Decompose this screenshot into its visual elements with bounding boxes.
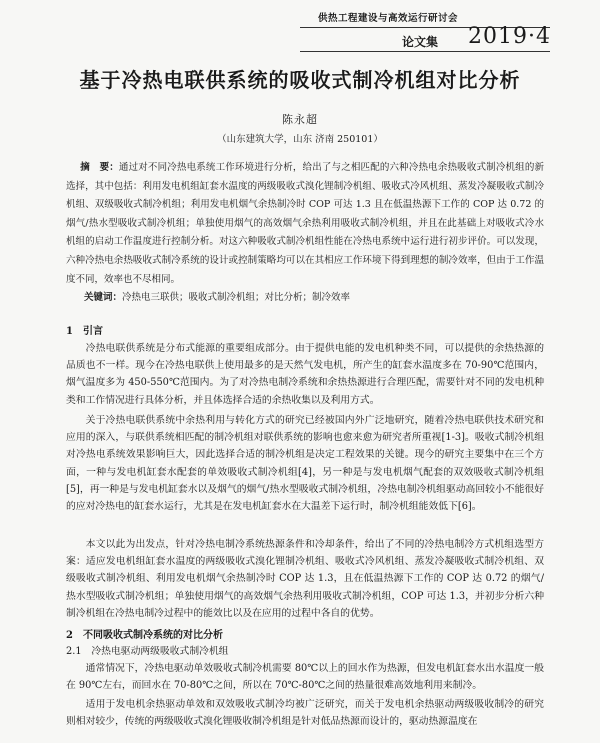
abstract <box>66 159 544 289</box>
section-2-heading: 2 不同吸收式制冷系统的对比分析 <box>66 630 223 641</box>
journal-year: 2019·4 <box>468 24 551 49</box>
paper-title: 基于冷热电联供系统的吸收式制冷机组对比分析 <box>79 68 521 92</box>
section-1-heading: 1 引言 <box>66 326 103 337</box>
keywords-text: 冷热电三联供；吸收式制冷机组；对比分析；制冷效率 <box>122 292 351 303</box>
header-rule-bottom <box>300 51 550 52</box>
paper-author: 陈永超 <box>282 113 318 126</box>
section-1-paragraph-3: 本文以此为出发点，针对冷热电制冷系统热源条件和冷却条件，给出了不同的冷热电制冷方式机组选型方案：适应发电机组缸套水温度的两级吸收式溴化锂制冷机组、吸收式冷风机组、蒸发冷凝吸收式制冷机组、双级吸收式制冷机组、利用发电机烟气余热制冷时 COP 达 1.3，且在低温热源下工作的 COP 达 0.72 的烟气/热水型吸收式制冷机组；单独使用烟气的高效烟气余热利用吸收式制冷机组，COP 可达 1.3，并初步分析六种制冷机组在冷热电制冷过程中的能效比以及在应用的过程中各自的优势。 <box>66 539 544 619</box>
section-1-paragraph-2: 关于冷热电联供系统中余热利用与转化方式的研究已经被国内外广泛地研究，随着冷热电联供技术研究和应用的深入，与联供系统相匹配的制冷机组对联供系统的影响也愈来愈为研究者所重视[1-3]。吸收式制冷机组对冷热电系统效果影响巨大，因此选择合适的制冷机组是决定工程效果的关键。现今的研究主要集中在三个方面，一种与发电机缸套水配套的单效吸收式制冷机组[4]，另一种是与发电机烟气配套的双效吸收式制冷机组[5]，再一种是与发电机缸套水以及烟气的烟气/热水型吸收式制冷机组，冷热电制冷机组驱动高回较小不能很好的应对冷热电的缸套水运行，尤其是在发电机缸套水在大温差下运行时，制冷机组能效低下[6]。 <box>66 415 544 513</box>
journal-category: 论文集 <box>402 35 439 49</box>
abstract-text: 通过对不同冷热电系统工作环境进行分析，给出了与之相匹配的六种冷热电余热吸收式制冷机组的新选择，其中包括：利用发电机组缸套水温度的两级吸收式溴化锂制冷机组、吸收式冷风机组、蒸发冷凝吸收式制冷机组、双级吸收式制冷机组；利用发电机烟气余热制冷时 COP 可达 1.3 且在低温热源下工作的 COP 达 0.72 的烟气/热水型吸收式制冷机组；单独使用烟气的高效烟气余热利用吸收式制冷机组，并且在此基础上对吸收式冷水机组的启动工作温度进行控制分析。对这六种吸收式制冷机组性能在冷热电系统中运行进行初步评价。可以发现，六种冷热电余热吸收式制冷系统的设计或控制策略均可以在其相应工作环境下得到理想的制冷效率，但由于工作温度不同，效率也不尽相同。 <box>66 162 544 285</box>
keywords <box>84 289 350 303</box>
section-1-paragraph-1: 冷热电联供系统是分布式能源的重要组成部分。由于提供电能的发电机种类不同，可以提供的余热热源的品质也不一样。现今在冷热电联供上使用最多的是天然气发电机，所产生的缸套水温度多在 70-90℃范围内，烟气温度多为 450-550℃范围内。为了对冷热电制冷系统和余热热源进行合理匹配，需要针对不同的发电机种类和工作情况进行具体分析，并且体选择合适的余热收集以及利用方式。 <box>66 343 544 406</box>
section-2-1-paragraph-2: 适用于发电机余热驱动单效和双效吸收式制冷均被广泛研究，而关于发电机余热驱动两级吸收制冷的研究则相对较少，传统的两级吸收式溴化锂吸收制冷机组是针对低品热源而设计的，驱动热源温度在 <box>66 699 544 728</box>
abstract-label: 摘 要： <box>80 162 119 173</box>
keywords-label: 关键词： <box>84 292 123 303</box>
paper-affiliation: （山东建筑大学，山东 济南 250101） <box>217 134 383 145</box>
journal-name: 供热工程建设与高效运行研讨会 <box>318 13 459 24</box>
section-2-1-heading: 2.1 冷热电驱动两级吸收式制冷机组 <box>66 646 229 657</box>
section-2-1-paragraph-1: 通常情况下，冷热电驱动单效吸收式制冷机需要 80℃以上的回水作为热源，但发电机缸套水出水温度一般在 90℃左右，而回水在 70-80℃之间，所以在 70℃-80℃之间的热量很难高效地利用来制冷。 <box>66 663 544 692</box>
